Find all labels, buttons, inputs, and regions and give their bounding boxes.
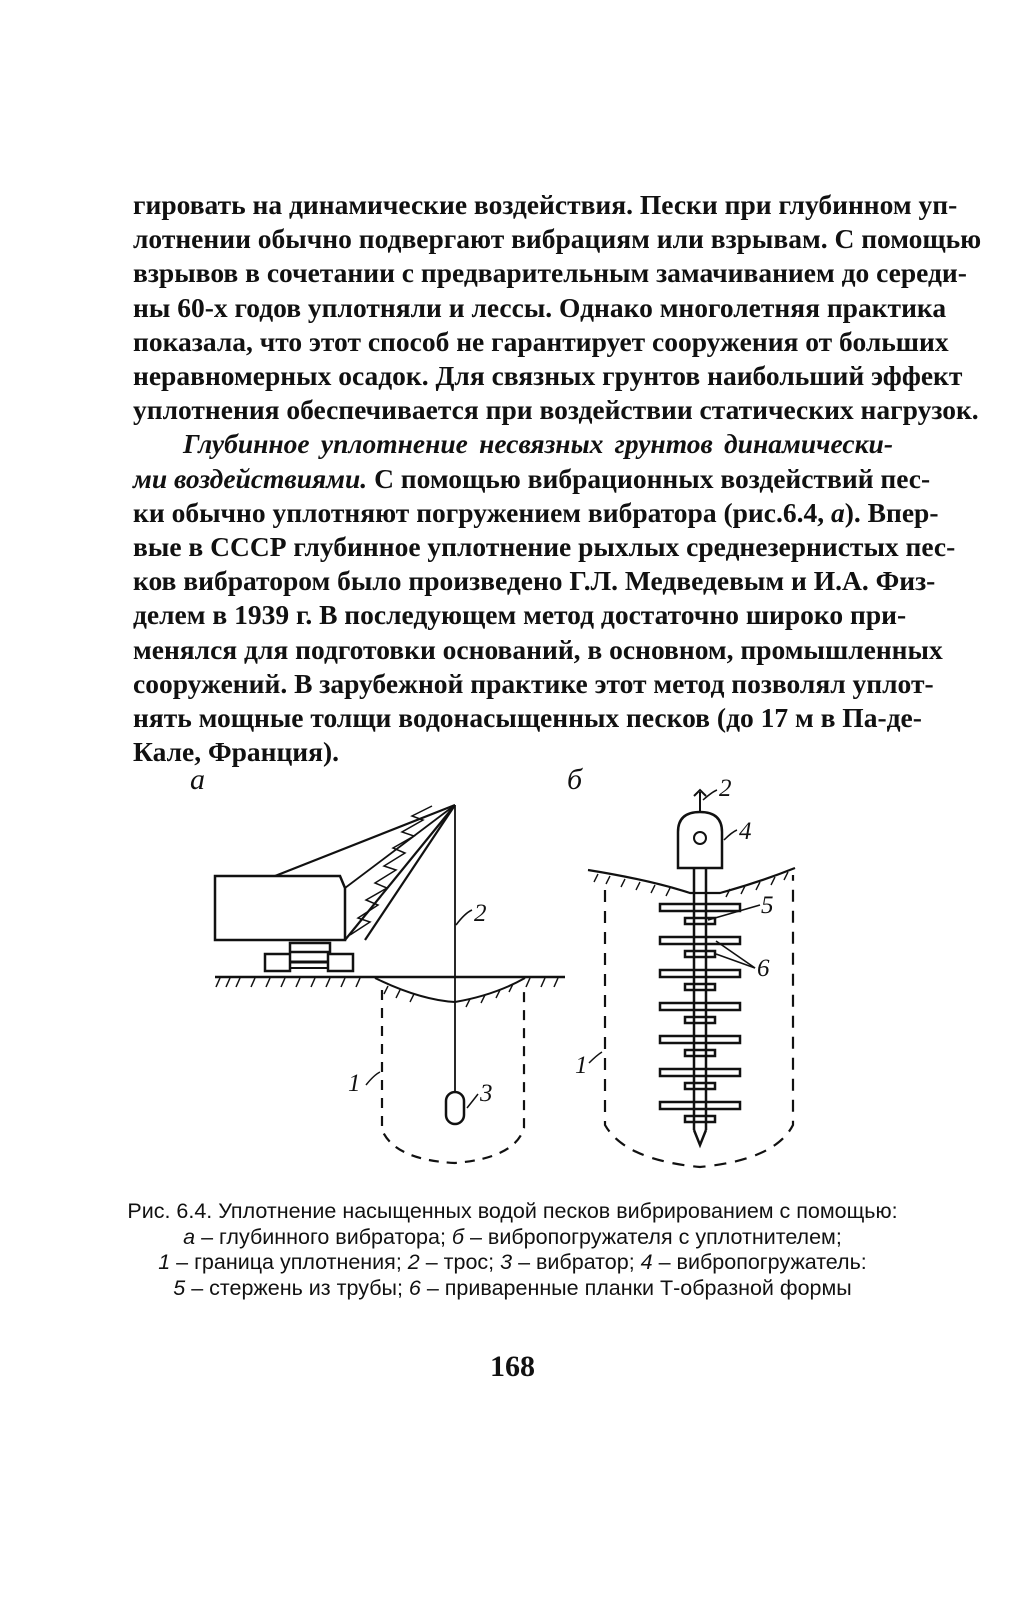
label-6-plates: 6 xyxy=(757,955,770,982)
text-line: лотнении обычно подвергают вибрациям или взрывам. С помощью xyxy=(133,223,982,255)
label-5-rod: 5 xyxy=(761,892,774,919)
figure-label-a: а xyxy=(190,763,205,796)
text-line: нять мощные толщи водонасыщенных песков (до 17 м в Па-де- xyxy=(133,702,922,734)
text-line: взрывов в сочетании с предварительным замачиванием до середи- xyxy=(133,257,967,289)
text-line: ки обычно уплотняют погружением вибратора (рис.6.4, а). Впер- xyxy=(133,496,939,528)
text-line: уплотнения обеспечивается при воздействии статических нагрузок. xyxy=(133,394,979,426)
text-line: неравномерных осадок. Для связных грунтов наибольший эффект xyxy=(133,360,963,392)
section-heading-end: ми воздействиями. xyxy=(133,462,368,494)
text-line: сооружений. В зарубежной практике этот метод позволял уплот- xyxy=(133,667,934,699)
label-1-boundary-b: 1 xyxy=(575,1052,588,1079)
text-line: ны 60-х годов уплотняли и лессы. Однако многолетняя практика xyxy=(133,291,947,323)
text-line: Кале, Франция). xyxy=(133,736,340,768)
label-2-rope: 2 xyxy=(719,775,732,802)
crane-drawing xyxy=(215,805,565,1163)
caption-line: Рис. 6.4. Уплотнение насыщенных водой песков вибрированием с помощью: xyxy=(127,1199,898,1223)
label-1-boundary: 1 xyxy=(348,1070,361,1097)
text-line: делем в 1939 г. В последующем метод достаточно широко при- xyxy=(133,599,907,631)
text-line: гировать на динамические воздействия. Пески при глубинном уп- xyxy=(133,189,958,220)
figure-caption xyxy=(120,1199,905,1301)
page-number: 168 xyxy=(490,1350,535,1383)
text-line: показала, что этот способ не гарантирует сооружения от больших xyxy=(133,325,949,357)
figure-label-b: б xyxy=(567,763,583,796)
section-heading: Глубинное уплотнение несвязных грунтов динамически- xyxy=(183,428,893,460)
text-line: вые в СССР глубинное уплотнение рыхлых среднезернистых пес- xyxy=(133,531,956,563)
text-line: ми воздействиями. С помощью вибрационных воздействий пес- xyxy=(133,462,931,494)
caption-line: а – глубинного вибратора; б – вибропогружателя с уплотнителем; xyxy=(183,1224,842,1249)
caption-line: 5 – стержень из трубы; 6 – приваренные планки Т-образной формы xyxy=(173,1275,852,1300)
label-4-vibrodriver: 4 xyxy=(739,818,752,845)
text-line: ков вибратором было произведено Г.Л. Медведевым и И.А. Физ- xyxy=(133,565,936,597)
label-2-cable: 2 xyxy=(474,900,487,927)
caption-line: 1 – граница уплотнения; 2 – трос; 3 – вибратор; 4 – вибропогружатель: xyxy=(158,1250,867,1274)
text-line: менялся для подготовки оснований, в основном, промышленных xyxy=(133,633,943,665)
label-3-vibrator: 3 xyxy=(480,1080,493,1107)
